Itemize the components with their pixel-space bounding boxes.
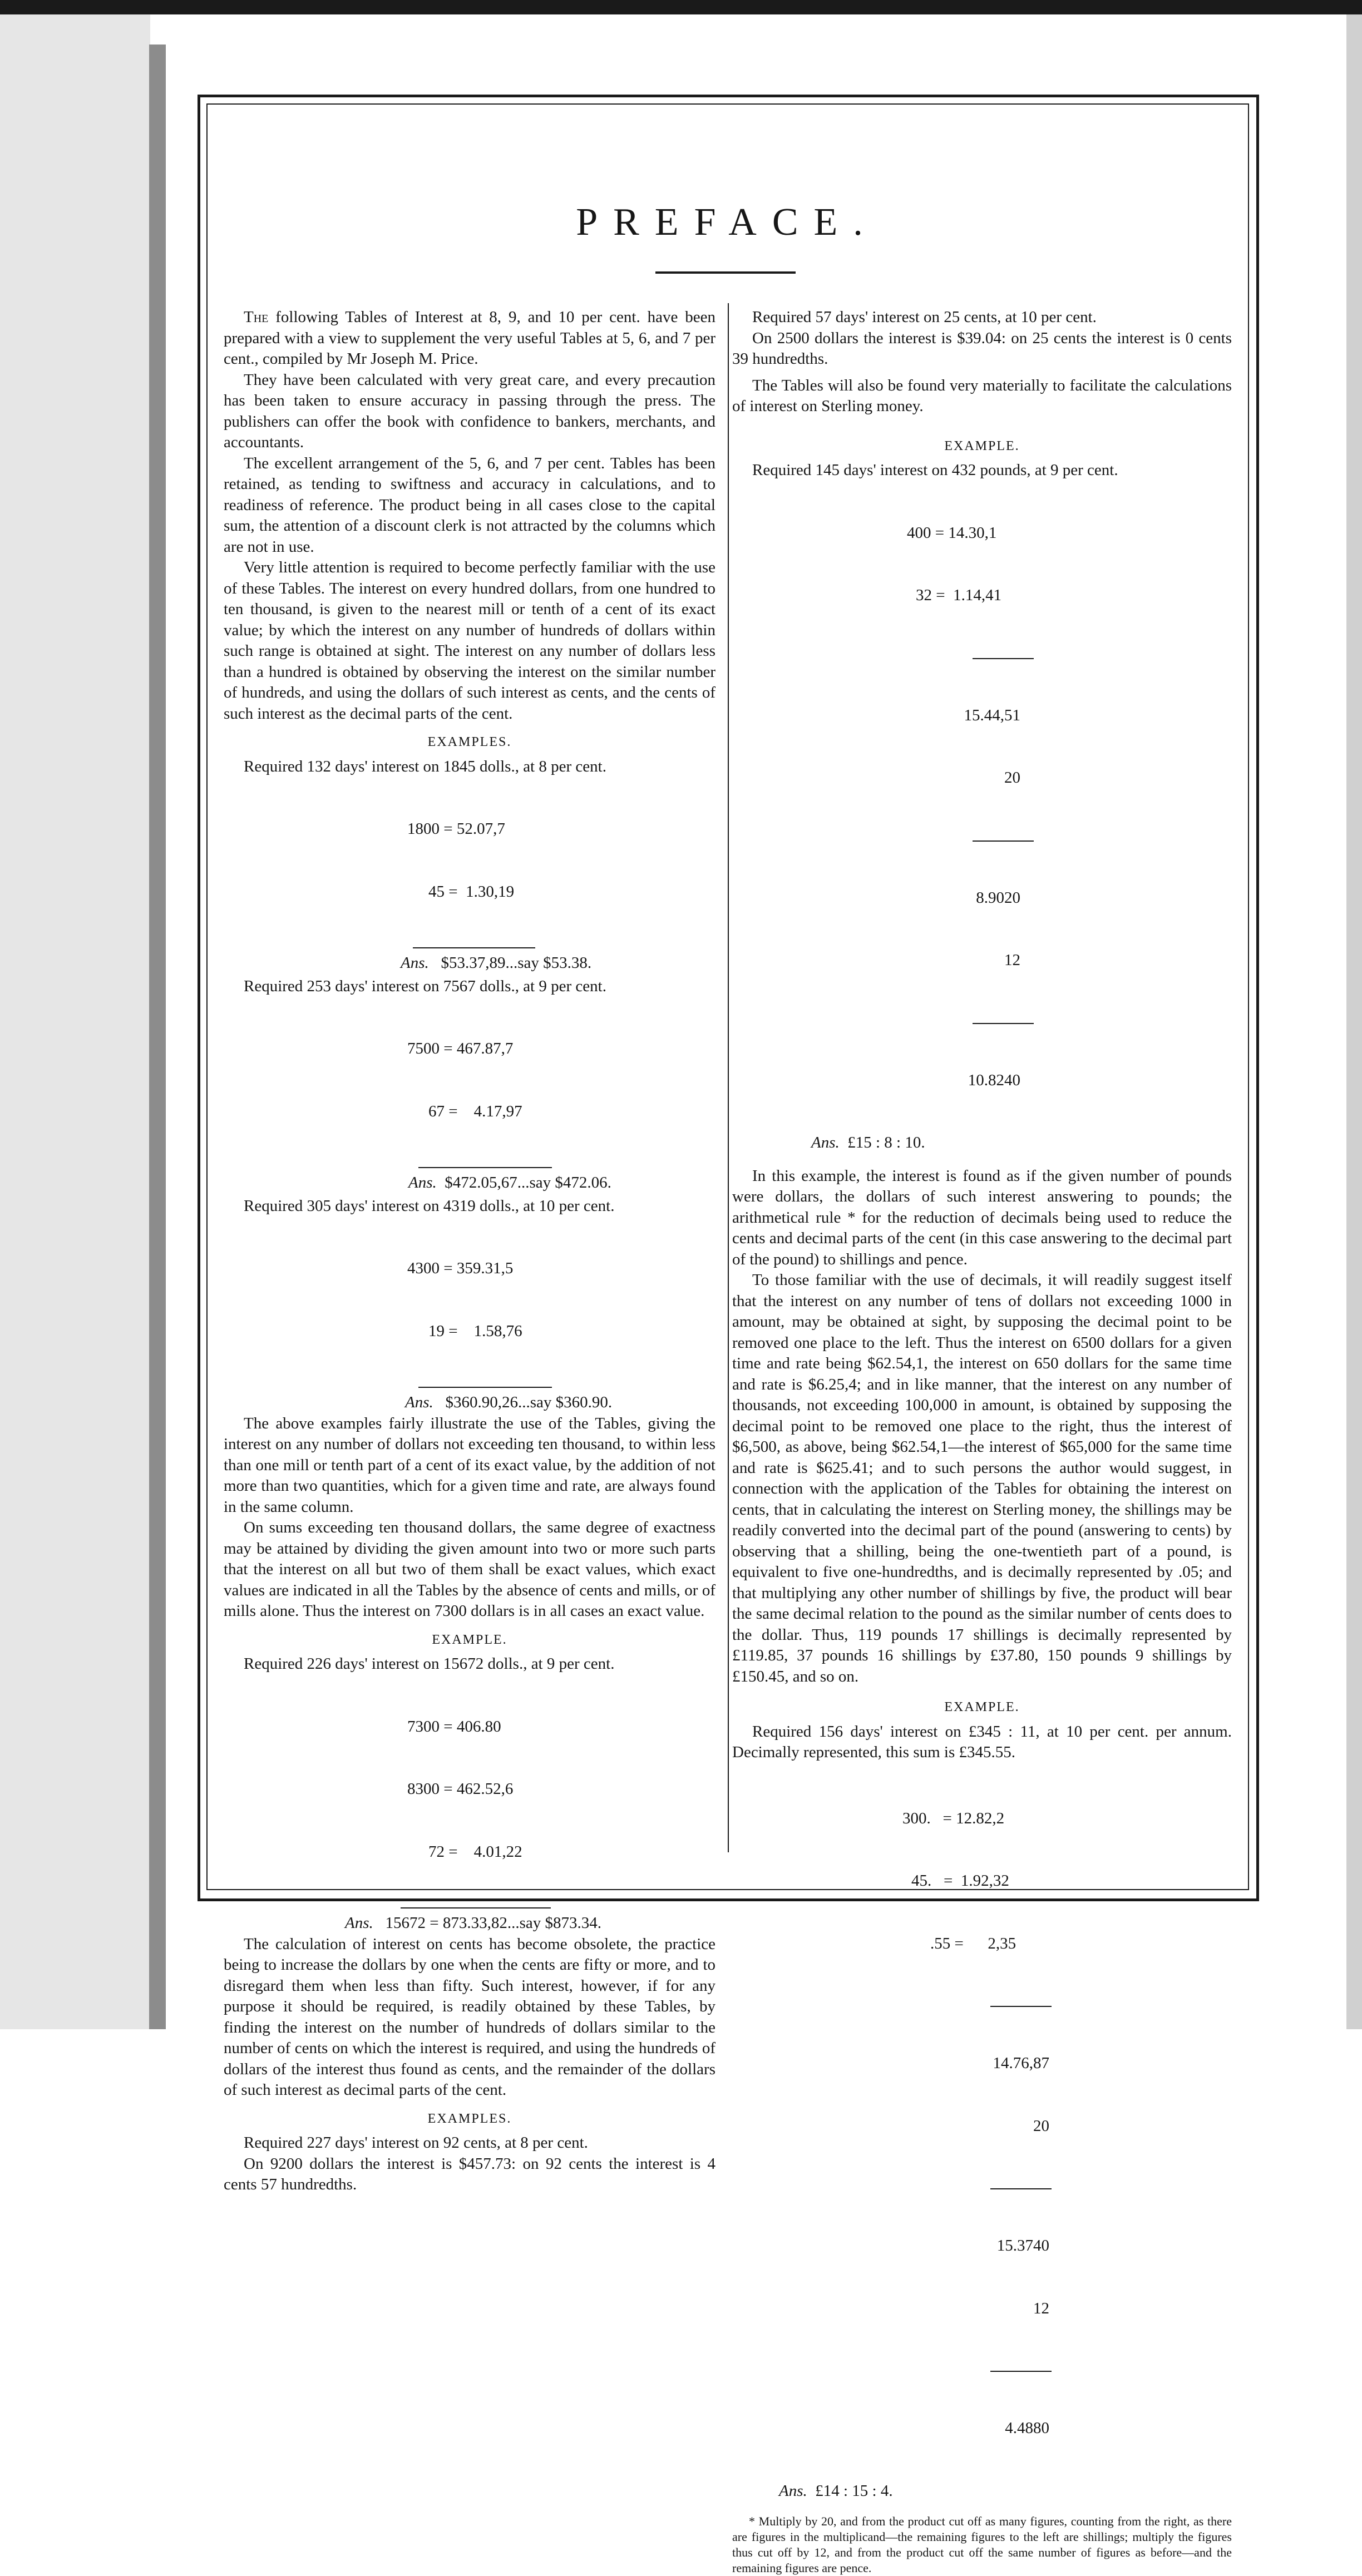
column-divider (728, 303, 729, 1852)
calc-line: 67 = 4.17,97 (428, 1102, 522, 1120)
example-7-answer (732, 1133, 1232, 1154)
calc-line: 4.4880 (1005, 2419, 1049, 2437)
sum-rule (418, 1387, 552, 1388)
example-6-body: On 2500 dollars the interest is $39.04: on 25 cents the interest is 0 cents 39 hundredths. (732, 329, 1232, 368)
calc-line: 12 (1033, 2299, 1049, 2317)
answer-value: $360.90,26...say $360.90. (445, 1393, 613, 1411)
calc-line: 10.8240 (968, 1071, 1020, 1089)
calc-line: 7500 = 467.87,7 (407, 1040, 514, 1057)
sum-rule (973, 840, 1034, 842)
example-6-requirement: Required 57 days' interest on 25 cents, at 10 per cent. (752, 308, 1097, 326)
example-4-requirement: Required 226 days' interest on 15672 dolls., at 9 per cent. (244, 1655, 615, 1673)
example-3-answer (224, 1392, 715, 1413)
example-1-answer (224, 953, 715, 974)
calc-line: 15.3740 (996, 2237, 1049, 2254)
example-2-requirement: Required 253 days' interest on 7567 dolls., at 9 per cent. (244, 977, 606, 995)
example-5-requirement: Required 227 days' interest on 92 cents, at 8 per cent. (244, 2134, 588, 2152)
paragraph-arrangement: The excellent arrangement of the 5, 6, and 7 per cent. Tables has been retained, as tending to swiftness and accuracy in calculations, and to readiness of reference. The product being in all cases close to the capital sum, the attention of a discount clerk is not attracted by the columns which are not in use. (224, 454, 715, 556)
answer-label: Ans. (408, 1174, 437, 1191)
calc-line: 19 = 1.58,76 (428, 1322, 522, 1340)
calc-line: 14.76,87 (993, 2054, 1049, 2072)
example-4-answer (224, 1913, 715, 1934)
title-rule (655, 271, 796, 274)
example-3 (224, 1196, 715, 1413)
calc-line: 20 (1004, 769, 1020, 787)
example-8-requirement: Required 156 days' interest on £345 : 11, at 10 per cent. per annum. Decimally represented, this sum is £345.55. (732, 1722, 1232, 1761)
calc-line: 1800 = 52.07,7 (407, 820, 505, 838)
calc-line: 12 (1004, 951, 1020, 969)
sum-rule (990, 2371, 1052, 2372)
example-3-requirement: Required 305 days' interest on 4319 dolls., at 10 per cent. (244, 1196, 615, 1215)
calc-line: 32 = 1.14,41 (916, 586, 1002, 604)
example-1 (224, 757, 715, 974)
paragraph-intro (224, 307, 715, 370)
page-title: PREFACE. (576, 201, 879, 244)
answer-label: Ans. (779, 2481, 807, 2500)
example-7-requirement: Required 145 days' interest on 432 pounds, at 9 per cent. (752, 461, 1118, 479)
calc-line: 400 = 14.30,1 (907, 523, 997, 542)
calc-line: 8.9020 (976, 888, 1020, 907)
sum-rule (973, 658, 1034, 659)
answer-value: $472.05,67...say $472.06. (445, 1174, 611, 1191)
right-column (732, 307, 1232, 2576)
answer-label: Ans. (345, 1914, 373, 1932)
paragraph-care: They have been calculated with very great care, and every precaution has been taken to ensure accuracy in passing through the press. The publishers can offer the book with confidence to bankers, merchants, and accountants. (224, 370, 715, 451)
examples-heading: EXAMPLES. (427, 735, 512, 749)
calc-line: .55 = 2,35 (930, 1934, 1016, 1952)
scan-left-margin (0, 14, 150, 2029)
example-5-body: On 9200 dollars the interest is $457.73: on 92 cents the interest is 4 cents 57 hundredths. (224, 2154, 715, 2193)
paragraph-intro-text: following Tables of Interest at 8, 9, and 10 per cent. have been prepared with a view to supplement the very useful Tables at 5, 6, and 7 per cent., compiled by Mr Joseph M. Price. (224, 308, 715, 368)
answer-value: £14 : 15 : 4. (815, 2481, 893, 2500)
paragraph-explanation: In this example, the interest is found as if the given number of pounds were dollars, the dollars of such interest answering to pounds; the arithmetical rule * for the reduction of decimals being used to reduce the cents and decimal parts of the cent (in this case answering to the decimal part of the pound) to shillings and pence. (732, 1166, 1232, 1268)
example-8-answer (732, 2481, 1232, 2502)
example-2 (224, 976, 715, 1194)
scan-top-edge (0, 0, 1362, 14)
answer-value: 15672 = 873.33,82...say $873.34. (385, 1914, 602, 1932)
calc-line: 72 = 4.01,22 (428, 1842, 522, 1861)
sum-rule (418, 1167, 552, 1168)
example-heading: EXAMPLE. (944, 438, 1020, 453)
example-8 (732, 1722, 1232, 2502)
calc-line: 20 (1033, 2117, 1049, 2135)
sum-rule (973, 1023, 1034, 1024)
example-2-answer (224, 1173, 715, 1194)
calc-line: 4300 = 359.31,5 (407, 1259, 514, 1277)
drop-word: The (244, 308, 269, 326)
calc-line: 15.44,51 (964, 706, 1020, 724)
calc-line: 8300 = 462.52,6 (407, 1780, 514, 1798)
calc-line: 7300 = 406.80 (407, 1717, 501, 1736)
paragraph-cents: The calculation of interest on cents has become obsolete, the practice being to increase the dollars by one when the cents are fifty or more, and to disregard them when less than fifty. Such interest, however, if for any purpose it should be required, is readily obtained by these Tables, by finding the interest on the number of hundreds of dollars similar to the number of cents on which the interest is required, and using the hundreds of dollars of the interest thus found as cents, and the remainder of the dollars of such interest as decimal parts of the cent. (224, 1935, 715, 2099)
answer-value: £15 : 8 : 10. (847, 1134, 925, 1151)
sum-rule (990, 2006, 1052, 2007)
example-1-requirement: Required 132 days' interest on 1845 dolls., at 8 per cent. (244, 757, 606, 775)
example-7 (732, 460, 1232, 1154)
example-heading-2: EXAMPLE. (944, 1700, 1020, 1714)
sum-rule (990, 2188, 1052, 2189)
sum-rule (413, 947, 535, 948)
answer-label: Ans. (405, 1393, 433, 1411)
left-column (224, 307, 715, 2196)
example-4 (224, 1654, 715, 1934)
paragraph-sterling: The Tables will also be found very materially to facilitate the calculations of interest on Sterling money. (732, 376, 1232, 415)
paragraph-decimals: To those familiar with the use of decimals, it will readily suggest itself that the interest on any number of tens of dollars not exceeding 1000 in amount, may be obtained at sight, by supposing the decimal point to be removed one place to the left. Thus the interest on 6500 dollars for a given time and rate being $62.54,1, the interest on 650 dollars for the same time and rate is $6.25,4; and in like manner, that the interest on any number of thousands, not exceeding 100,000 in amount, is obtained by supposing the decimal point to be removed one place to the right, thus the interest of $6,500, as above, being $62.54,1—the interest of $65,000 for the same time and rate is $625.41; and to such persons the author would suggest, in connection with the application of the Tables for obtaining the interest on cents, that in calculating the interest on Sterling money, the shillings may be readily converted into the decimal part of the pound (answering to cents) by observing that a shilling, being the one-twentieth part of a pound, is equivalent to five one-hundredths, and is decimally represented by .05; and that multiplying any other number of shillings by five, the product will bear the same decimal relation to the pound as the similar number of cents does to the dollar. Thus, 119 pounds 17 shillings is decimally represented by £119.85, 37 pounds 16 shillings by £37.80, 150 pounds 9 shillings by £150.45, and so on. (732, 1271, 1232, 1685)
binding-shadow (149, 45, 166, 2029)
answer-value: $53.37,89...say $53.38. (441, 954, 592, 972)
answer-label: Ans. (811, 1134, 840, 1151)
sum-rule (401, 1907, 551, 1908)
answer-label: Ans. (401, 954, 429, 972)
calc-line: 300. = 12.82,2 (902, 1809, 1005, 1827)
scan-right-edge (1346, 14, 1362, 2029)
paragraph-exceeding: On sums exceeding ten thousand dollars, the same degree of exactness may be attained by dividing the given amount into two or more such parts that the interest on all but two of them shall be exact values, which exact values are indicated in all the Tables by the absence of cents and mills, or of mills alone. Thus the interest on 7300 dollars is in all cases an exact value. (224, 1519, 715, 1620)
calc-line: 45 = 1.30,19 (428, 882, 515, 901)
example-heading: EXAMPLE. (432, 1632, 507, 1647)
paragraph-illustrate: The above examples fairly illustrate the use of the Tables, giving the interest on any number of dollars not exceeding ten thousand, to within less than one mill or tenth part of a cent of its exact value, by the addition of not more than two quantities, which for a given time and rate, are always found in the same column. (224, 1414, 715, 1516)
examples-heading-2: EXAMPLES. (427, 2111, 512, 2126)
footnote: * Multiply by 20, and from the product cut off as many figures, counting from the right, as there are figures in the multiplicand—the remaining figures to the left are shillings; multiply the figures thus cut off by 12, and from the product cut off the same number of figures as before—and the remaining figures are pence. (732, 2514, 1232, 2575)
paragraph-usage: Very little attention is required to become perfectly familiar with the use of these Tables. The interest on every hundred dollars, from one hundred to ten thousand, is given to the nearest mill or tenth of a cent of its exact value; by which the interest on any number of hundreds of dollars within such range is obtained at sight. The interest on any number of dollars less than a hundred is obtained by observing the interest on the similar number of hundreds, and using the dollars of such interest as cents, and the cents of such interest as the decimal parts of the cent. (224, 558, 715, 723)
calc-line: 45. = 1.92,32 (911, 1872, 1009, 1890)
